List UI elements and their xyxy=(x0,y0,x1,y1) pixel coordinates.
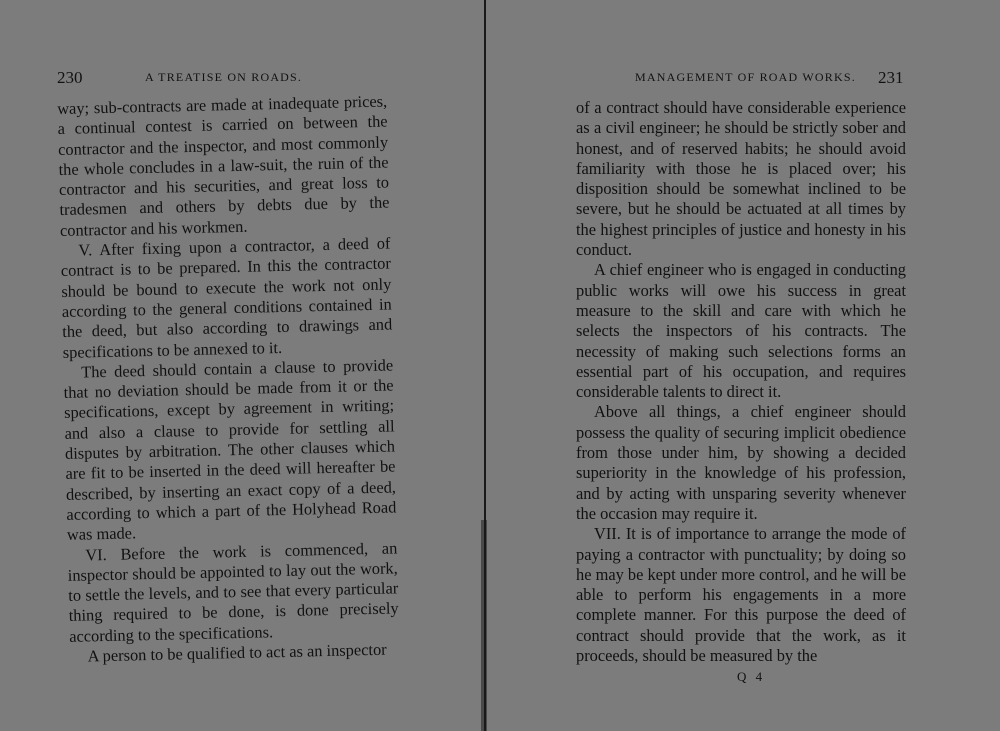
page-body xyxy=(576,98,906,666)
paragraph: The deed should contain a clause to provide that no deviation should be made from it or the specifications, except by agreement in writing; and also a clause to provide for settling all disputes by arbitration. The other clauses which are fit to be inserted in the deed will hereafter be described, by inserting an exact copy of a deed, according to which a part of the Holyhead Road was made. xyxy=(63,355,397,545)
page-body xyxy=(57,92,400,668)
paragraph: A person to be qualified to act as an inspector xyxy=(87,639,387,666)
right-page xyxy=(490,0,1000,731)
running-head: MANAGEMENT OF ROAD WORKS. xyxy=(635,70,856,84)
page-number: 230 xyxy=(57,68,83,87)
paragraph: VII. It is of importance to arrange the mode of paying a contractor with punctuality; by doing so he may be kept under more control, and he will be able to perform his engagements in a more complete manner. For this purpose the deed of contract should provide that the work, as it proceeds, should be measured by the xyxy=(576,524,906,666)
paragraph: V. After fixing upon a contractor, a deed of contract is to be prepared. In this the contractor should be bound to execute the work not only according to the general conditions contained in the deed, but also according to drawings and specifications to be annexed to it. xyxy=(60,233,393,362)
paragraph: VI. Before the work is commenced, an inspector should be appointed to lay out the work, to settle the levels, and to see that every particular thing required to be done, is done precisely according to the specifications. xyxy=(67,537,399,646)
page-number: 231 xyxy=(878,68,904,87)
paragraph: A chief engineer who is engaged in conducting public works will owe his success in great measure to the skill and care with which he selects the inspectors of his contracts. The necessity of making such selections forms an essential part of his occupation, and requires considerable talents to direct it. xyxy=(576,260,906,402)
signature-mark: Q 4 xyxy=(737,669,766,684)
gutter-line xyxy=(484,0,486,731)
paragraph: of a contract should have considerable experience as a civil engineer; he should be strictly sober and honest, and of reserved habits; he should avoid familiarity with those he is placed over; his disposition should be somewhat inclined to be severe, but he should be actuated at all times by the highest principles of justice and honesty in his conduct. xyxy=(576,98,906,260)
left-page xyxy=(0,0,480,731)
paragraph: way; sub-contracts are made at inadequate prices, a continual contest is carried on between the contractor and the inspector, and most commonly the whole concludes in a law-suit, the ruin of the contractor and his securities, and great loss to tradesmen and others by debts due by the contractor and his workmen. xyxy=(57,91,390,240)
book-gutter xyxy=(480,0,490,731)
paragraph: Above all things, a chief engineer should possess the quality of securing implicit obedience from those under him, by showing a decided superiority in the knowledge of his profession, and by acting with unsparing severity whenever the occasion may require it. xyxy=(576,402,906,523)
running-head: A TREATISE ON ROADS. xyxy=(145,70,303,84)
